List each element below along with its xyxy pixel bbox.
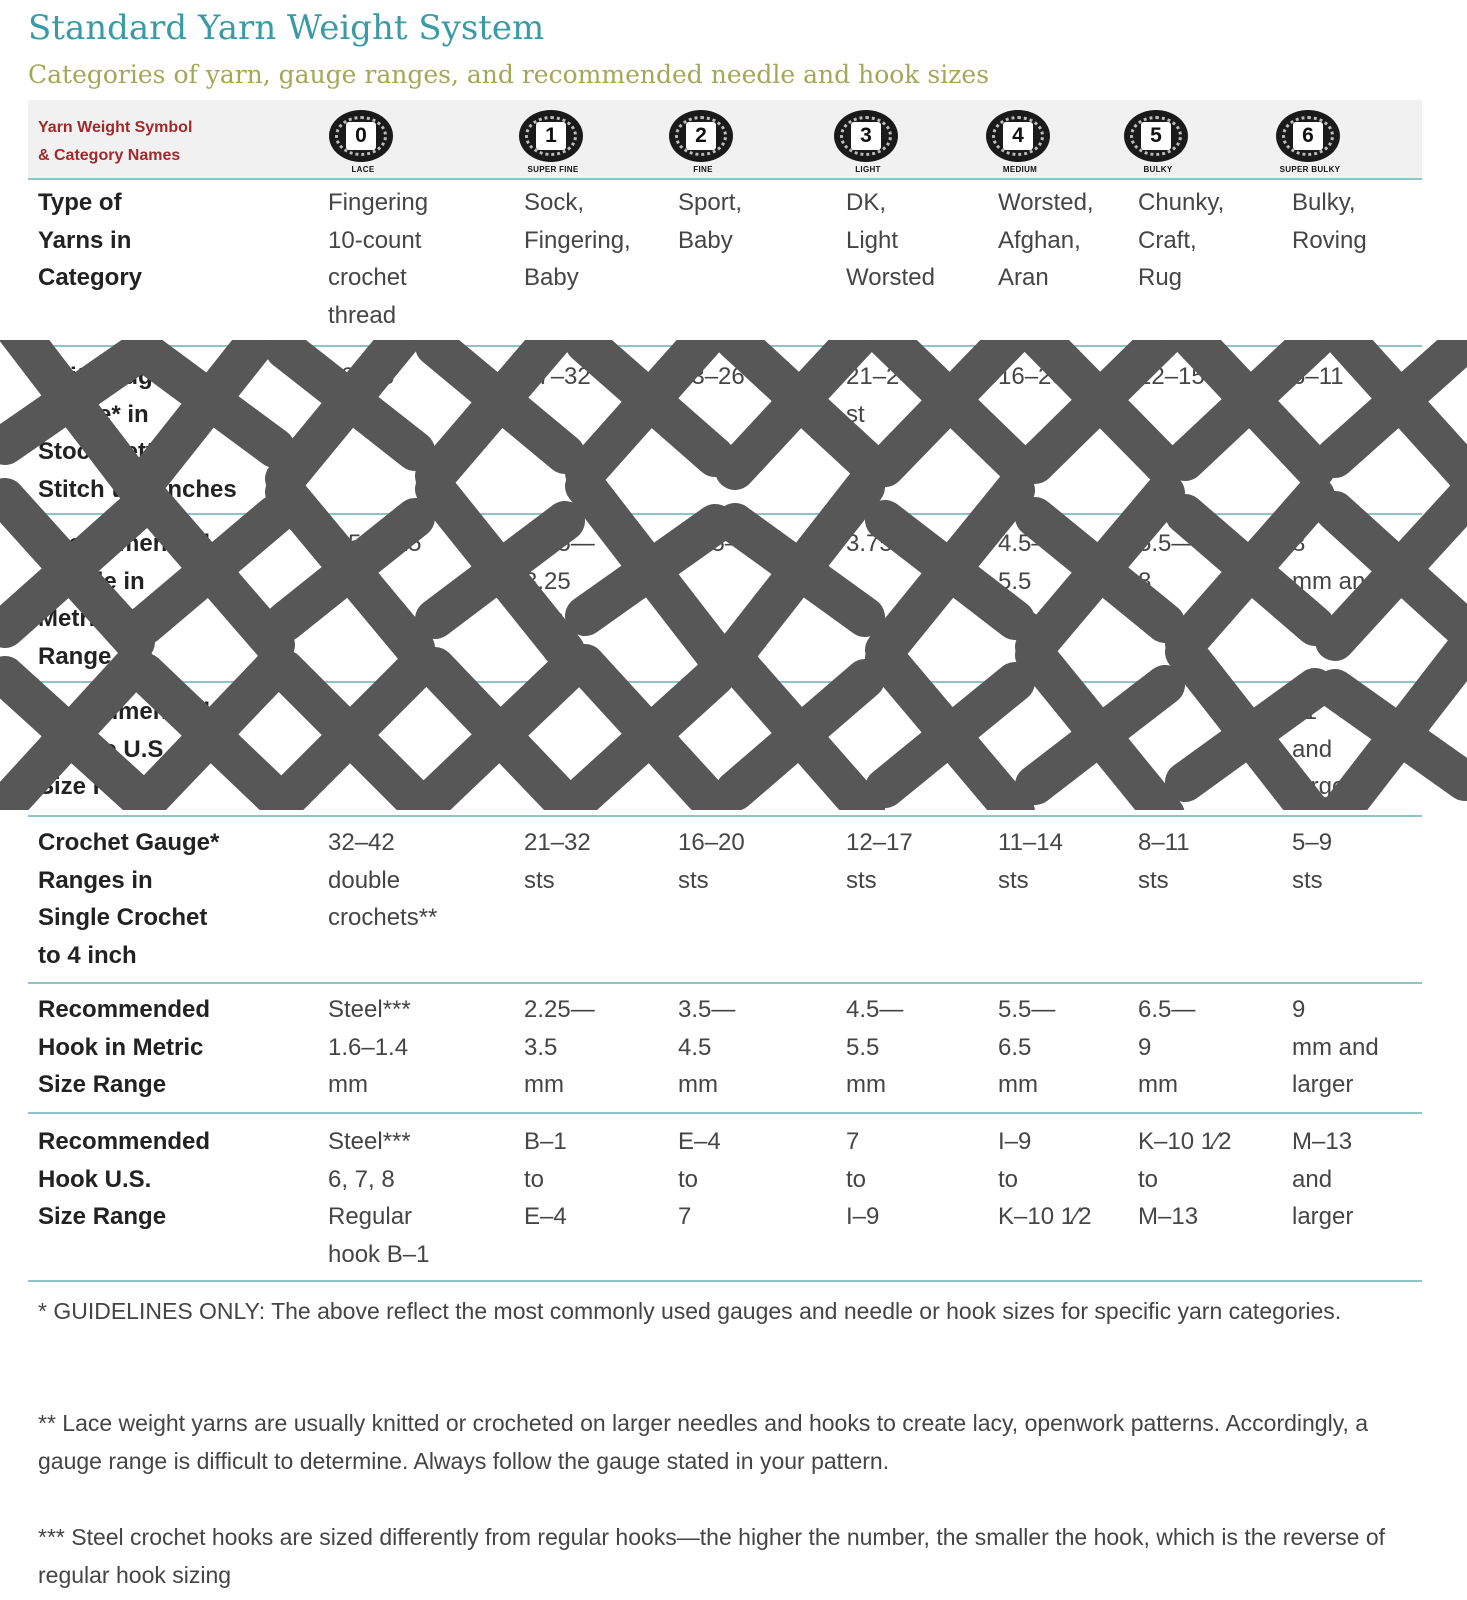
table-cell: Bulky, Roving [1292, 189, 1367, 254]
scribble-mark [885, 490, 1015, 650]
table-cell: Fingering 10-count crochet thread [328, 189, 429, 329]
page-title: Standard Yarn Weight System [28, 8, 545, 48]
scribble-mark [1185, 340, 1315, 469]
row-divider [28, 178, 1422, 180]
table-cell: 21–32 sts [524, 829, 591, 894]
scribble-mark [435, 489, 565, 651]
table-cell: Sock, Fingering, Baby [524, 189, 631, 291]
table-cell: 8 mm and larger [1292, 530, 1379, 632]
footnote-guidelines: * GUIDELINES ONLY: The above reflect the most commonly used gauges and needle or hook sizes for specific yarn categories. [38, 1298, 1342, 1324]
row-label: Type of Yarns in Category [38, 189, 143, 291]
table-cell: 2.25— 3.5 mm [524, 996, 595, 1098]
row-divider [28, 982, 1422, 984]
scribble-mark [145, 340, 275, 482]
table-cell: 16–20 [998, 363, 1065, 390]
table-cell: 8–11 sts [1138, 829, 1190, 894]
scribble-mark [735, 661, 865, 809]
table-cell: I–9 to K–10 1⁄2 [998, 1128, 1092, 1230]
table-cell: 32–42 double crochets** [328, 829, 438, 931]
table-cell: 5.5— 6.5 mm [998, 996, 1056, 1098]
table-cell: 3.25— [678, 530, 749, 557]
scribble-mark [1035, 655, 1165, 810]
row-label: Recommended Needle U.S. Size Range [38, 698, 211, 800]
scribble-mark [285, 340, 415, 479]
table-cell: 5.5— 8 mm [1138, 530, 1196, 632]
row-label: Recommended Needle in Metric Size Range [38, 530, 211, 670]
header-row [28, 100, 1422, 178]
table-cell: Steel*** 6, 7, 8 Regular hook B–1 [328, 1128, 430, 1268]
yarn-weight-0-icon: 0 LACE [323, 110, 403, 180]
table-cell: 12–15 [1138, 363, 1205, 390]
scribble-mark [1185, 496, 1315, 644]
table-cell: 4.5— 5.5 mm [846, 996, 904, 1098]
table-cell: 6.5— 9 mm [1138, 996, 1196, 1098]
table-cell: 16–20 sts [678, 829, 745, 894]
footnote-lace: ** Lace weight yarns are usually knitted or crocheted on larger needles and hooks to create lacy, openwork patterns. Accordingly, a gauge range is difficult to determine. Always follow the gauge stated in your pattern. [38, 1410, 1369, 1474]
scribble-mark [1335, 340, 1465, 472]
table-cell: 12–17 sts [846, 829, 913, 894]
table-cell: K–10 1⁄2 to M–13 [1138, 1128, 1232, 1230]
table-cell: B–1 to E–4 [524, 1128, 567, 1230]
table-cell: 5–9 sts [1292, 829, 1333, 894]
table-cell: 33–40 [328, 363, 395, 390]
scribble-mark [435, 340, 565, 476]
table-cell: 3.75— [846, 530, 917, 557]
table-cell: 9 mm and larger [1292, 996, 1379, 1098]
row-label: Crochet Gauge* Ranges in Single Crochet to 4 inch [38, 829, 220, 969]
scribble-mark [585, 664, 715, 806]
scribble-mark [145, 667, 275, 803]
scribble-mark [5, 498, 135, 642]
page-subtitle: Categories of yarn, gauge ranges, and recommended needle and hook sizes [28, 60, 990, 89]
table-cell: 11–14 sts [998, 829, 1063, 894]
row-label: Knit Gauge Range* in Stockinette Stitch to 4 inches [38, 363, 237, 503]
scribble-mark [435, 667, 565, 803]
yarn-weight-6-icon: 6 SUPER BULKY [1270, 110, 1350, 180]
yarn-weight-1-icon: 1 SUPER FINE [513, 110, 593, 180]
scribble-overlay [0, 340, 1467, 810]
table-cell: 21–24 st [846, 363, 913, 428]
footnote-steel: *** Steel crochet hooks are sized differently from regular hooks—the higher the number, the smaller the hook, which is the reverse of regular hook sizing [38, 1524, 1386, 1588]
yarn-weight-2-icon: 2 FINE [663, 110, 743, 180]
table-cell: Steel*** 1.6–1.4 mm [328, 996, 411, 1098]
scribble-mark [735, 487, 865, 653]
scribble-mark [145, 495, 275, 645]
table-cell: 27–32 [524, 363, 591, 390]
row-divider [28, 815, 1422, 817]
scribble-mark [885, 340, 1015, 467]
table-cell: 23–26 [678, 363, 745, 390]
scribble-mark [1185, 652, 1315, 810]
table-cell: M–13 and larger [1292, 1128, 1354, 1230]
yarn-weight-3-icon: 3 LIGHT [828, 110, 908, 180]
scribble-mark [585, 486, 715, 654]
row-label: Recommended Hook in Metric Size Range [38, 996, 211, 1098]
header-label: Yarn Weight Symbol & Category Names [38, 119, 193, 164]
scribble-mark [885, 658, 1015, 810]
row-divider [28, 1112, 1422, 1114]
table-cell: 7 to I–9 [846, 1128, 880, 1230]
scribble-mark [285, 492, 415, 648]
table-cell: Worsted, Afghan, Aran [998, 189, 1094, 291]
scribble-mark [285, 670, 415, 800]
scribble-mark [1035, 493, 1165, 647]
table-cell: DK, Light Worsted [846, 189, 935, 291]
scribble-mark [1035, 340, 1165, 466]
scribble-mark [5, 664, 135, 806]
row-label: Recommended Hook U.S. Size Range [38, 1128, 211, 1230]
row-divider [28, 1280, 1422, 1282]
yarn-weight-5-icon: 5 BULKY [1118, 110, 1198, 180]
table-cell: 11 and larger [1292, 698, 1354, 800]
yarn-weight-4-icon: 4 MEDIUM [980, 110, 1060, 180]
table-cell: 1.5–2.25 mm [328, 530, 422, 595]
table-cell: E–4 to 7 [678, 1128, 721, 1230]
table-cell: 6–11 [1292, 363, 1344, 390]
scribble-mark [585, 340, 715, 473]
scribble-mark [5, 340, 135, 485]
table-cell: 2.25— 3.25 mm [524, 530, 595, 632]
scribble-mark [735, 340, 865, 470]
scribble-mark [1335, 499, 1465, 641]
table-cell: Sport, Baby [678, 189, 743, 254]
table-cell: Chunky, Craft, Rug [1138, 189, 1225, 291]
table-cell: 3.5— 4.5 mm [678, 996, 736, 1098]
scribble-mark [1335, 651, 1465, 810]
table-cell: 4.5— 5.5 mm [998, 530, 1056, 632]
